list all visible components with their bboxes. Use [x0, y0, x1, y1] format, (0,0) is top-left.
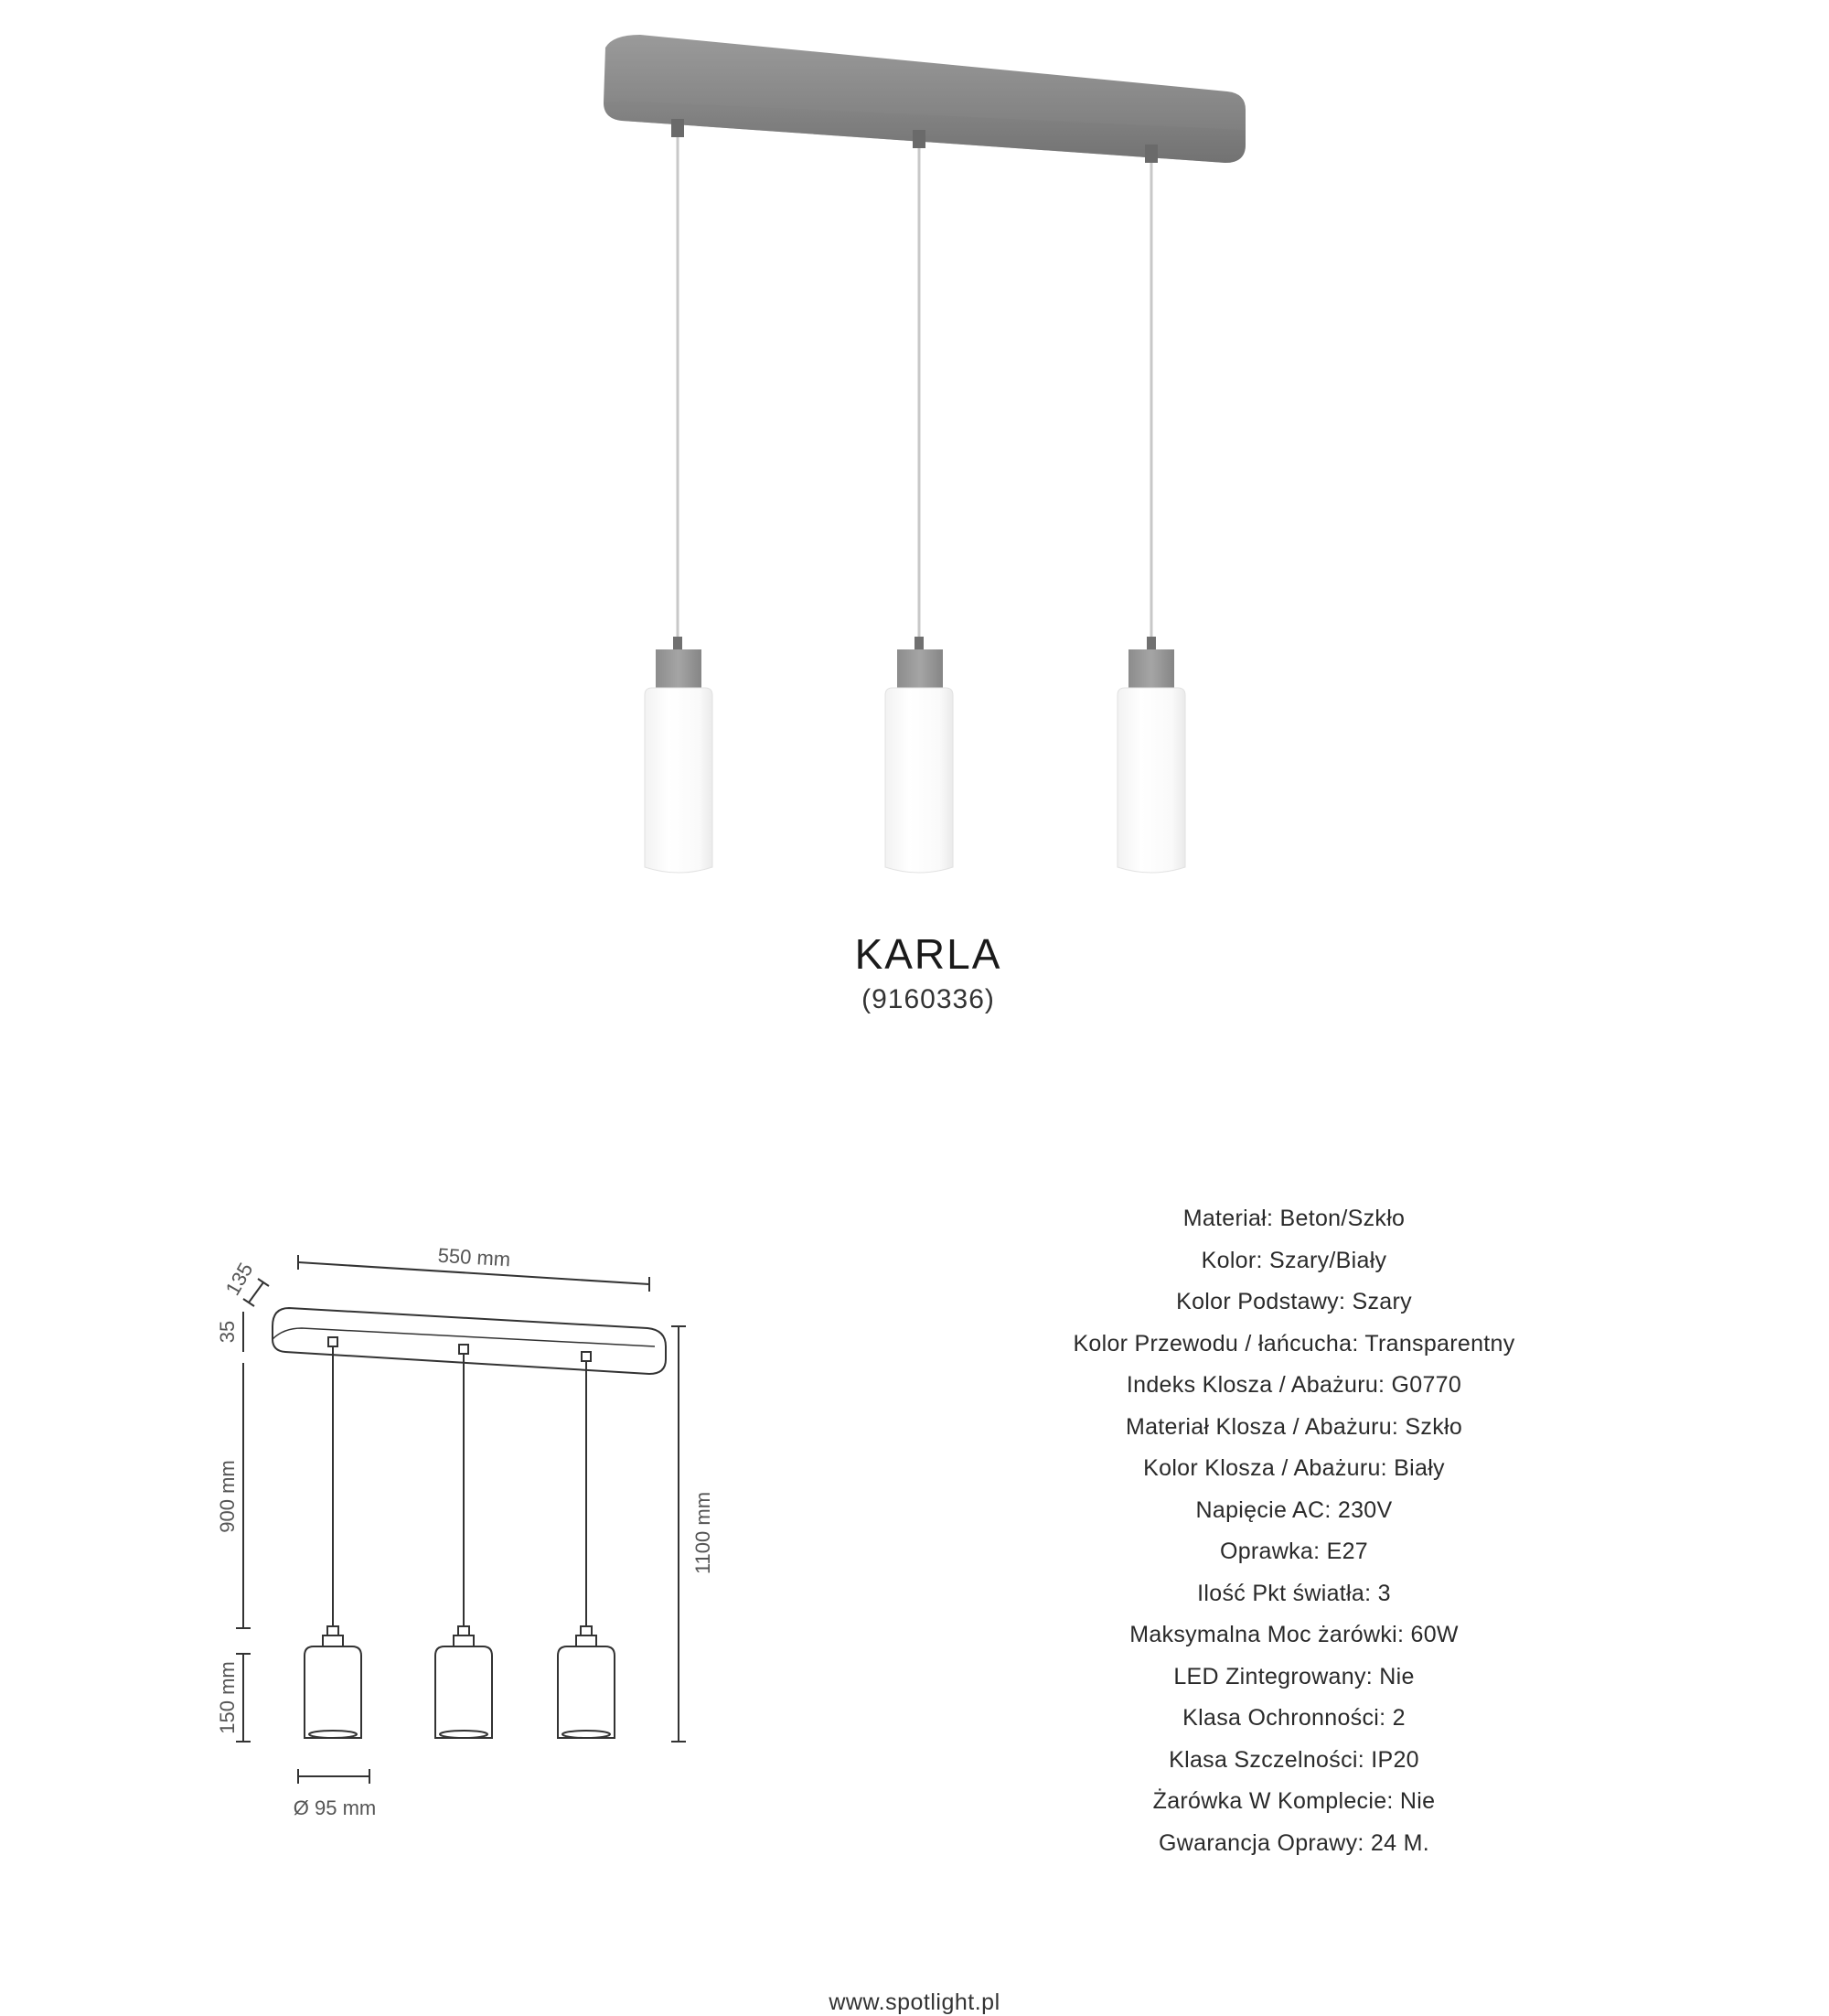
product-title-block — [0, 928, 1829, 1018]
product-photo — [549, 27, 1280, 896]
dimension-shade-height-label: 150 mm — [216, 1661, 239, 1734]
diagram-base-outline — [273, 1308, 666, 1374]
pendant-lamp-left — [645, 119, 712, 873]
dimension-total-height-label: 1100 mm — [691, 1491, 714, 1575]
specifications-list — [1006, 1198, 1582, 1864]
dimension-cable-length-label: 900 mm — [216, 1460, 239, 1533]
spec-item: Klasa Ochronności: 2 — [1182, 1705, 1406, 1731]
spec-item: LED Zintegrowany: Nie — [1173, 1663, 1415, 1689]
diagram-shade-right — [558, 1626, 615, 1738]
spec-item: Maksymalna Moc żarówki: 60W — [1129, 1622, 1459, 1647]
dimension-width-label: 550 mm — [437, 1243, 511, 1271]
dimension-depth-label: 135 — [220, 1259, 258, 1300]
diagram-shade-center — [435, 1626, 492, 1738]
spec-item: Materiał Klosza / Abażuru: Szkło — [1125, 1413, 1463, 1440]
diagram-shade-left — [305, 1626, 361, 1738]
dimension-base-height-label: 35 — [216, 1320, 239, 1344]
pendant-lamp-center — [885, 130, 953, 873]
spec-item: Indeks Klosza / Abażuru: G0770 — [1126, 1372, 1462, 1398]
spec-item: Kolor Klosza / Abażuru: Biały — [1143, 1455, 1445, 1481]
spec-item: Kolor: Szary/Biały — [1201, 1247, 1387, 1273]
spec-item: Napięcie AC: 230V — [1195, 1496, 1393, 1523]
spec-item: Kolor Podstawy: Szary — [1176, 1289, 1412, 1314]
spec-item: Oprawka: E27 — [1219, 1539, 1369, 1564]
spec-item: Kolor Przewodu / łańcucha: Transparentny — [1073, 1330, 1515, 1357]
product-code: (9160336) — [861, 984, 995, 1014]
spec-item: Żarówka W Komplecie: Nie — [1152, 1788, 1436, 1814]
product-name: KARLA — [854, 930, 1002, 978]
spec-item: Klasa Szczelności: IP20 — [1169, 1746, 1419, 1773]
footer-website-link[interactable]: www.spotlight.pl — [829, 1989, 1000, 2015]
spec-item: Materiał: Beton/Szkło — [1182, 1206, 1406, 1231]
pendant-lamp-right — [1118, 145, 1185, 873]
dimension-diameter-label: Ø 95 mm — [293, 1796, 377, 1819]
dimension-diagram — [201, 1226, 750, 1829]
spec-item: Gwarancja Oprawy: 24 M. — [1159, 1829, 1429, 1856]
spec-item: Ilość Pkt światła: 3 — [1197, 1580, 1391, 1606]
